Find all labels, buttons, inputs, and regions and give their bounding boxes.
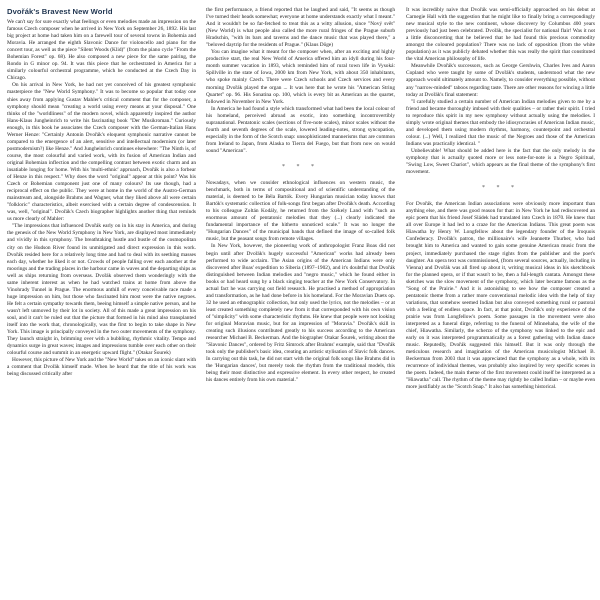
paragraph: In America he had found a style which transformed what had been the local colour of his homeland, perceived abroad as exotic, into something incontrovertibly supranational. Pentatonic scales (sections of five-note scales), minor scales without the fourth and seventh degrees of the scale, lowered leading-notes, strong syncopation, especially in the form of the Scotch snap: unsophisticated mannerisms that are common from Ireland to Japan, from Alaska to Tierra del Fuego, but that from now on would sound "American". (206, 105, 395, 154)
paragraph: Nowadays, when we consider ethnological influences on western music, the benchmark, both in terms of compositional and of scientific understanding of the material, is deemed to be Béla Bartók. Every Hungarian musician today knows that Bartók's systematic collection of folk-songs first began after Dvořák's death. According to his colleague Zoltán Kodály, he returned from the Székely Land with "such an enormous amount of pentatonic melodies that they (...) clearly indicated the fundamental importance of the hitherto unnoticed scale." It was no longer the "Hungarian Dances" of the municipal bands that defined the image of so-called folk music, but the peasant songs from remote villages. (206, 180, 395, 243)
paragraph: On his arrival in New York, he had not yet conceived of his greatest symphonic masterpiece the "New World Symphony." It was to become so popular that today one shies away from applying Gustav Mahler's critical comment that for the composer, a symphony should mean "creating a world using every means at your disposal." One thinks of the "worldliness" of the modern novel, which apparently inspired the author Hans-Klaus Jungheinrich to write his fascinating book "Der Musikroman." Curiously enough, in this book he associates the Czech composer with the German-Italian Hans Werner Henze: "Certainly Antonín Dvořák's eloquent symphonic narrative cannot be compared to the emergence of an alert, sensitive and intellectual modernism (or later postmodernism?) like Henze." And Jungheinrich continues elsewhere: "The Ninth is, of course, the most colourful and varied work, with its fusion of American Indian and original Bohemian inflection and the compelling contrast between exotic charm and an insatiable longing for home. With his 'multi-ethnic' approach, Dvořák is also a forbear of Henze in this respect." Why does the word "original" appear at this point? Was his Czech or Bohemian component just one of many colours? Its use though, had a reciprocal effect on the public. They were at home in the world of the Austro-German mainstream and, alongside Brahms and Wagner, what they liked above all were certain "folkloric" characteristics, albeit exercised with a certain degree of condescension. It was, well, "original". Dvořák's Czech biographer highlights another thing that reminds us more clearly of Mahler: (7, 82, 196, 223)
paragraph: It was incredibly naive that Dvořák was semi-officially approached on his debut at Carnegie Hall with the suggestion that he might like to finally bring a correspondingly new musical style to the new continent, whose discovery by Columbus 400 years previously had just been celebrated. Dvořák, the specialist for national flair! Was it not a little disconcerting that he believed that he had found this precious commodity amongst the coloured population? There was no lack of opposition (from the white population) as it was publicly debated whether this was really the spirit that constituted the vital American philosophy of life. (406, 7, 595, 63)
article-page (7, 7, 595, 595)
section-separator: * * * (282, 163, 319, 170)
paragraph: For Dvořák, the American Indian associations were obviously more important than anything else, and there was good reason for that: in New York he had rediscovered an epic poem that his friend Josef Sládek had translated into Czech in 1870. He knew that all over Europe it had led to a craze for the American Indians. This great poem was Hiawatha by Henry W. Longfellow about the legendary founder of the Iroquois Confederacy. Dvořák's patron, the millionaire's wife Jeannette Thurber, who had brought him to America and wanted to gain some genuine American music from the project, immediately purchased the stage rights from the publisher and the poet's daughter. An opera text was commissioned, (from several sources, actually, including in Vienna) and Dvořák was all fired up about it, writing musical ideas in his sketchbook for the planned opera, or if that wasn't to be, then a full-length cantata. Amongst these sketches was the slow movement of the symphony, which later became famous as the "Song of the Prairie." And it is astonishing to see how the composer created a pentatonic theme from a rather more conventional melodic idea with the help of tiny variations, that somehow seemed Indian but also conveyed something rural or pastoral with a feeling of endless space. In fact, at that point, Dvořák's only experience of the prairie was from Longfellow's poem. Some passages in the movement were also interpreted as a funeral dirge, referring to the funeral of Minnehaha, the wife of the chief, Hiawatha. Similarly, the scherzo of the symphony was linked to the epic and early on it was interpreted programmatically as a forest gathering with Indian dance music. Reputedly, Dvořák suggested this himself. But it was only through the meticulous research and imagination of the American musicologist Michael B. Beckerman from 2003 that it was appreciated that the symphony as a whole, with its recurrence of individual themes, was probably also inspired by very specific scenes in the poem. Indeed, the main theme of the first movement could itself be interpreted as a "Hiawatha" call. The rhythm of the theme may rightly be called Indian – or maybe even more justifiably as the "Scotch Snap." It also has something historical. (406, 201, 595, 391)
column-3 (406, 7, 595, 595)
article-title: Dvořák's Bravest New World (7, 7, 113, 16)
section-separator: * * * (482, 185, 519, 192)
column-1 (7, 19, 196, 595)
paragraph: Unbelievable! What should be added here is the fact that the only melody in the symphony that is actually quoted more or less note-for-note is a Negro Spiritual, "Swing Low, Sweet Chariot", which appears as the final theme of the symphony's first movement. (406, 147, 595, 176)
paragraph: However, this picture of New York and the "New World" takes on an iconic slant with a comment that Dvořák himself made. When he heard that the title of his work was being discussed critically after (7, 357, 196, 378)
article-columns (7, 7, 595, 595)
paragraph: the first performance, a friend reported that he laughed and said, "It seems as though I've turned their heads somewhat; everyone at home understands exactly what I meant." And it wouldn't be so far-fetched to treat this as a witty allusion, since "Nový svět" (New World) is what people also called the more rural fringes of the Prague suburb Hradschin, "with its bars and taverns and the dance music that was played there," a "beloved daytrip for the residents of Prague." (Klaus Döge) (206, 7, 395, 49)
paragraph: You can imagine what it meant for the composer when, after an exciting and highly productive start, the real New World of America offered him an idyll during his four-month summer vacation in 1893, which reminded him of rural town life in Vysoká: Spillville in the state of Iowa, 2000 km from New York, with about 350 inhabitants, who spoke mainly Czech. There were Czech schools and Czech services and every morning Dvořák played the organ ... It was here that he wrote his "American String Quartet" op. 96. His Sonatina op. 100, which is every bit as American as the quartet, followed in November in New York. (206, 49, 395, 105)
column-2 (206, 7, 395, 595)
paragraph: Meanwhile Dvořák's successors, such as George Gershwin, Charles Ives and Aaron Copland who were taught by some of Dvořák's students, understood what the new approach would ultimately amount to. Namely, to consider everything possible, without any "narrow-minded" taboos regarding taste. There are other reasons for wincing a little today at Dvořák's final statement: (406, 63, 595, 98)
paragraph: We can't say for sure exactly what feelings or even melodies made an impression on the famous Czech composer when he arrived in New York on September 26, 1892. His last big project at home had taken him on a farewell tour of several towns in Bohemia and Moravia. He arranged the eighth Slavonic Dance for violoncello and piano for the concert tour, as well as the piece "Silent Woods (Klid)" (from the piano cycle "From the Bohemian Forest" op. 68). He also composed a new piece for the same pairing, the Rondo in G minor op. 94. It was this piece that he orchestrated in America for a similarly colourful orchestral programme, which he conducted at the Czech Day in Chicago. (7, 19, 196, 82)
quote-paragraph: "The impressions that influenced Dvořák early on in his stay in America, and during the genesis of the New World Symphony in New York, are displayed most immediately and vividly in this symphony. The breathtaking hustle and bustle of the cosmopolitan city on the Hudson River found its unmitigated and direct expression in this work. Dvořák resided here for a relatively long time and had to deal with its seething masses each day, whether he liked it or not. Crowds of people falling over each another at the moorings and the trading places in the harbour came in waves and the departing ships as well as ships returning from overseas. Dvořák observed them wonderingly with the same inherent interest as when he had watched trains at home from above the Vinohrady Tunnel in Prague. The enormous anthill of every conceivable race made a huge impression on him, but those who fascinated him most were the native negroes. He felt a certain sympathy towards them, beeing himself a simple native person, and he wasn't left unmoved by their lot in society. All of this made a great impression on his soul, and it can't be ruled out that the picture that formed in his mind also transplanted itself into the work that, chronologically, was the first to begin to take shape in New York. This image is principally conveyed in the two outer movements of the symphony. They launch straight in, brimming over with a bubbling, rhythmic vitality. Tempo and dynamics surge in great waves; images and impressions tumble over each other on their colourful course and summit in an energetic upward flight." (Otakar Šourek) (7, 223, 196, 357)
paragraph: In New York, however, the pioneering work of anthropologist Franz Boas did not begin until after Dvořák's hugely successful "American" works had already been performed to wide acclaim. The Asian origins of the American Indians were only discovered after Boas' expedition to Siberia (1897–1902), and it's doubtful that Dvořák distinguished between Indian melodies and "negro music," which he found either in books or had heard sung by a black singing teacher at the New York Conservatory. In actual fact he was carrying out field research. He practised a method of appropriation and transformation, as he had done before in his homeland. For the Moravian Duets op. 32 he used an ethnographic collection, but only used the lyrics, not the melodies – or at least created something completely new from it that corresponded with his own vision of "simplicity" with some characteristic rhythms. He knew that people were not looking for original Moravian music, but for an impression of "Moravia." Dvořák's skill in creating such illusions contributed greatly to his success according to the American researcher Michael B. Beckerman. And the biographer Otakar Šourek, writing about the "Slavonic Dances", ordered by Fritz Simrock after Brahms' example, said that "Dvořák took only the publisher's basic idea, creating an artistic stylisation of Slavic folk dances. In carrying out this task, he did not start with the original folk songs like Brahms did in the 'Hungarian dances', but merely took the rhythm from the traditional models, this being their most distinctive and expressive element. In every other respect, he created his dances entirely from his own material." (206, 243, 395, 384)
quote-paragraph: "I carefully studied a certain number of American Indian melodies given to me by a friend and became thoroughly imbued with their qualities – or rather their spirit. I tried to reproduce this spirit in my new symphony without actually using the melodies. I simply wrote original themes that embody the idiosyncrasies of American Indian music, and developed them using modern rhythms, harmony, counterpoint and orchestral colour. (...) Well, I realized that the music of the Negroes and those of the American Indians was practically identical. " (406, 98, 595, 147)
